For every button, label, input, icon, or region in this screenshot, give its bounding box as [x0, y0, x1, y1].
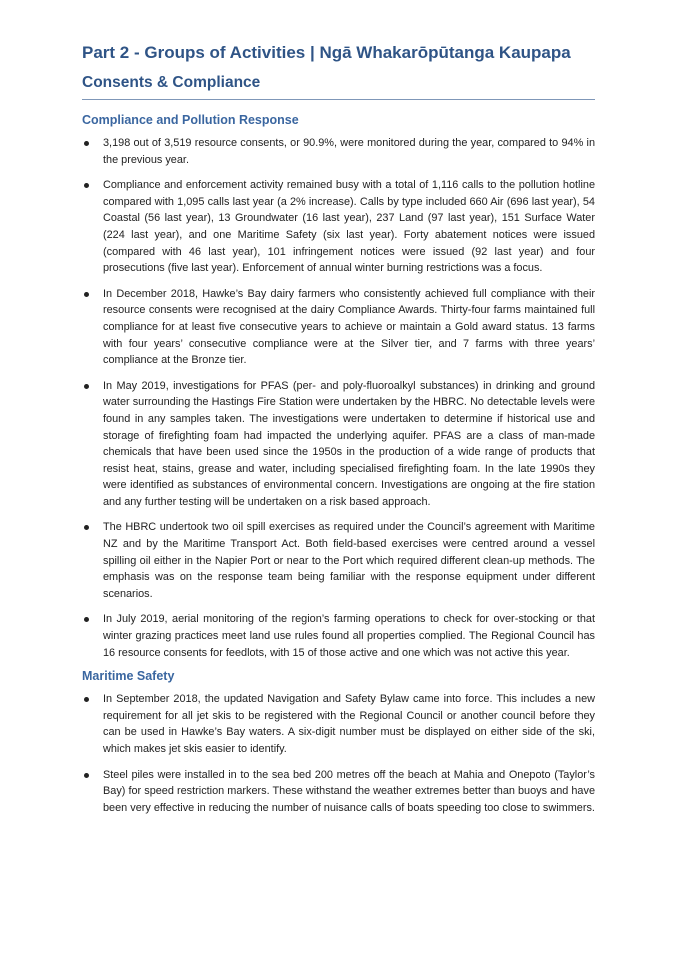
bullet-icon: [84, 773, 89, 778]
bullet-text: The HBRC undertook two oil spill exercises as required under the Council’s agreement with Maritime NZ and by the Maritime Transport Act. Both field-based exercises were centred around a vessel spilling oil either in the Napier Port or near to the Port which required different clean-up methods. The emphasis was on the response team being familiar with the response equipment under different scenarios.: [103, 521, 595, 600]
list-item: [82, 177, 595, 277]
list-item: [82, 691, 595, 757]
bullet-text: Steel piles were installed in to the sea bed 200 metres off the beach at Mahia and Onepoto (Taylor’s Bay) for speed restriction markers. These withstand the weather extremes better than buoys and have been very effective in reducing the number of nuisance calls of boats speeding too close to swimmers.: [103, 768, 595, 814]
section-title: Consents & Compliance: [82, 74, 261, 91]
bullet-text: In December 2018, Hawke’s Bay dairy farmers who consistently achieved full compliance with their resource consents were recognised at the dairy Compliance Awards. Thirty-four farms maintained full compliance for at least five consecutive years to achieve or maintain a Gold award status. 13 farms with four years’ consecutive compliance were at the Silver tier, and 7 farms with three years’ compliance at the Bronze tier.: [103, 287, 595, 367]
bullet-text: In September 2018, the updated Navigation and Safety Bylaw came into force. This includes a new requirement for all jet skis to be registered with the Regional Council or another council before they can be used in Hawke’s Bay waters. A six-digit number must be displayed on either side of the ski, which makes jet skis easier to identify.: [103, 693, 595, 755]
bullet-text: In May 2019, investigations for PFAS (per- and poly-fluoroalkyl substances) in drinking and ground water surrounding the Hastings Fire Station were undertaken by the HBRC. No detectable levels were found in any samples taken. The investigations were undertaken to determine if historical use and storage of firefighting foam had impacted the underlying aquifer. PFAS are a class of man-made chemicals that have been used since the 1950s in the production of a wide range of products that resist heat, stains, grease and water, including specialised firefighting foam. In the late 1990s they were identified as substances of environmental concern. Investigations are ongoing at the fire station and any further testing will be undertaken on a risk based approach.: [103, 379, 595, 508]
compliance-heading: Compliance and Pollution Response: [82, 113, 299, 127]
bullet-icon: [84, 617, 89, 622]
list-item: [82, 378, 595, 511]
bullet-icon: [84, 141, 89, 146]
bullet-icon: [84, 384, 89, 389]
bullet-text: In July 2019, aerial monitoring of the region’s farming operations to check for over-stocking or that winter grazing practices meet land use rules found all properties complied. The Regional Council has 16 resource consents for feedlots, with 15 of those active and one which was not active this year.: [103, 613, 595, 659]
bullet-icon: [84, 525, 89, 530]
maritime-bullet-list: [82, 691, 595, 816]
bullet-icon: [84, 697, 89, 702]
list-item: [82, 286, 595, 369]
bullet-text: Compliance and enforcement activity remained busy with a total of 1,116 calls to the pollution hotline compared with 1,095 calls last year (a 2% increase). Calls by type included 660 Air (696 last year), 54 Coastal (56 last year), 13 Groundwater (16 last year), 237 Land (97 last year), 151 Surface Water (224 last year), and one Maritime Safety (six last year). Forty abatement notices were issued (compared with 46 last year), 101 infringement notices were issued (92 last year) and four prosecutions (five last year). Enforcement of annual winter burning restrictions was a focus.: [103, 179, 595, 275]
header-divider: [82, 99, 595, 100]
bullet-icon: [84, 292, 89, 297]
part-title: Part 2 - Groups of Activities | Ngā Whakarōpūtanga Kaupapa: [82, 43, 571, 62]
bullet-icon: [84, 183, 89, 188]
list-item: [82, 611, 595, 661]
list-item: [82, 519, 595, 602]
list-item: [82, 767, 595, 817]
list-item: [82, 135, 595, 168]
maritime-heading: Maritime Safety: [82, 669, 175, 684]
compliance-bullet-list: [82, 135, 595, 661]
bullet-text: 3,198 out of 3,519 resource consents, or 90.9%, were monitored during the year, compared to 94% in the previous year.: [103, 137, 595, 166]
